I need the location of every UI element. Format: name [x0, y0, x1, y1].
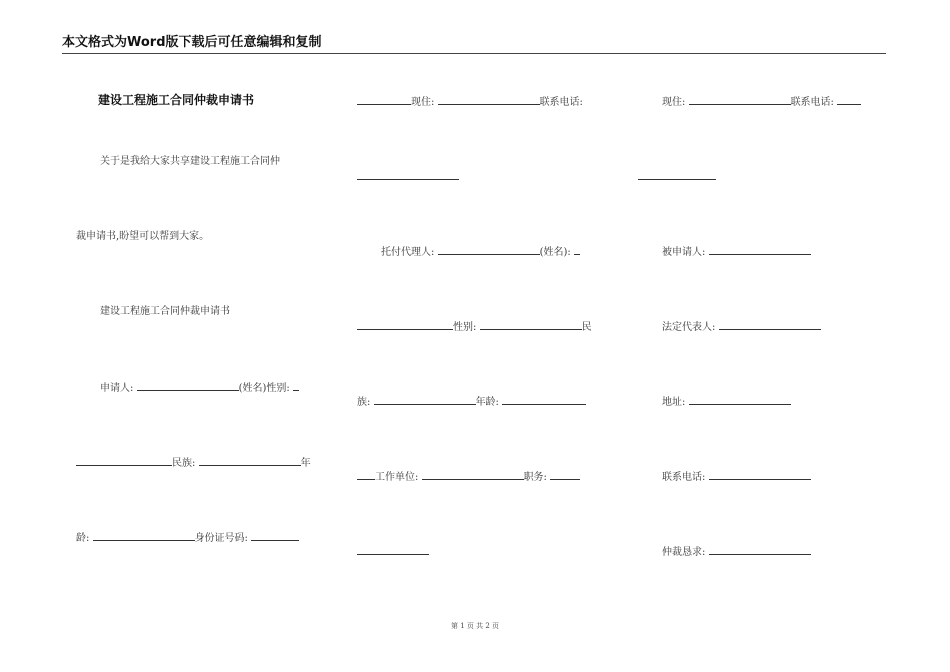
agent-phone-label: 联系电话: [790, 97, 834, 108]
applicant-label: 申请人: [100, 383, 134, 394]
agent-age-field[interactable] [502, 394, 586, 405]
agent-address-field[interactable] [689, 94, 791, 105]
agent-address-label: 现住: [662, 97, 686, 108]
agent-position-cont-line [357, 544, 429, 559]
agent-age-label: 年龄: [475, 397, 499, 408]
agent-gender-line [357, 319, 592, 334]
applicant-ethnicity-field[interactable] [199, 455, 301, 466]
year-label: 年 [300, 458, 311, 469]
agent-phone-cont-line [638, 169, 716, 184]
legal-rep-field[interactable] [719, 319, 821, 330]
agent-ethnicity-field[interactable] [374, 394, 476, 405]
document-title: 建设工程施工合同仲裁申请书 [98, 93, 255, 107]
respondent-phone-line [662, 469, 811, 484]
phone-label: 联系电话: [539, 97, 583, 108]
workplace-label: 工作单位: [375, 472, 419, 483]
address-label: 现住: [411, 97, 435, 108]
intro-text-2: 裁申请书,盼望可以帮到大家。 [76, 231, 210, 242]
legal-rep-label: 法定代表人: [662, 322, 716, 333]
agent-gender-label: 性别: [453, 322, 477, 333]
respondent-label: 被申请人: [662, 247, 706, 258]
agent-line [381, 244, 580, 259]
agent-gender-field[interactable] [480, 319, 582, 330]
applicant-phone-field[interactable] [357, 169, 459, 180]
agent-workplace-field[interactable] [422, 469, 524, 480]
ethnicity-line [76, 455, 311, 470]
respondent-field[interactable] [709, 244, 811, 255]
applicant-id-field[interactable] [251, 530, 299, 541]
page-footer [0, 622, 950, 631]
respondent-phone-label: 联系电话: [662, 472, 706, 483]
agent-field[interactable] [438, 244, 540, 255]
column-middle [357, 0, 607, 672]
applicant-address-field[interactable] [438, 94, 540, 105]
respondent-address-field[interactable] [689, 394, 791, 405]
name-gender-label: (姓名)性别: [238, 383, 290, 394]
agent-position-field[interactable] [550, 469, 580, 480]
address-phone-line [357, 94, 583, 109]
document-subtitle: 建设工程施工合同仲裁申请书 [100, 306, 230, 317]
applicant-gender-field-cont[interactable] [76, 455, 172, 466]
position-label: 职务: [523, 472, 547, 483]
applicant-age-field[interactable] [93, 530, 195, 541]
applicant-name-field[interactable] [137, 380, 239, 391]
arbitration-request-label: 仲裁恳求: [662, 547, 706, 558]
subtitle-line [100, 305, 230, 318]
agent-name-label: (姓名): [539, 247, 571, 258]
arbitration-request-field[interactable] [709, 544, 811, 555]
column-right [638, 0, 888, 672]
intro-text-1: 关于是我给大家共享建设工程施工合同仲 [100, 156, 280, 167]
min-label: 民 [581, 322, 592, 333]
age-id-line [76, 530, 299, 545]
legal-rep-line [662, 319, 821, 334]
ethnicity-label: 民族: [172, 458, 196, 469]
header-title: 本文格式为Word版下载后可任意编辑和复制 [62, 35, 322, 50]
respondent-phone-field[interactable] [709, 469, 811, 480]
zu-label: 族: [357, 397, 371, 408]
applicant-line [100, 380, 299, 395]
applicant-gender-field[interactable] [293, 380, 299, 391]
agent-phone-field[interactable] [837, 94, 861, 105]
age-label: 龄: [76, 533, 90, 544]
arbitration-request-line [662, 544, 811, 559]
respondent-address-line [662, 394, 791, 409]
agent-name-field[interactable] [574, 244, 580, 255]
applicant-id-field-cont[interactable] [357, 94, 411, 105]
page-number: 第 1 页 共 2 页 [450, 622, 500, 630]
agent-address-line [662, 94, 861, 109]
respondent-line [662, 244, 811, 259]
agent-work-line [357, 469, 580, 484]
intro-line-2 [76, 230, 209, 243]
agent-position-field-cont[interactable] [357, 544, 429, 555]
agent-ethnicity-line [357, 394, 586, 409]
intro-line-1 [100, 155, 280, 168]
respondent-address-label: 地址: [662, 397, 686, 408]
id-number-label: 身份证号码: [194, 533, 248, 544]
agent-age-field-cont[interactable] [357, 469, 375, 480]
agent-phone-field-cont[interactable] [638, 169, 716, 180]
agent-name-field-cont[interactable] [357, 319, 453, 330]
column-left [76, 0, 326, 672]
phone-cont-line [357, 169, 459, 184]
agent-label: 托付代理人: [381, 247, 435, 258]
